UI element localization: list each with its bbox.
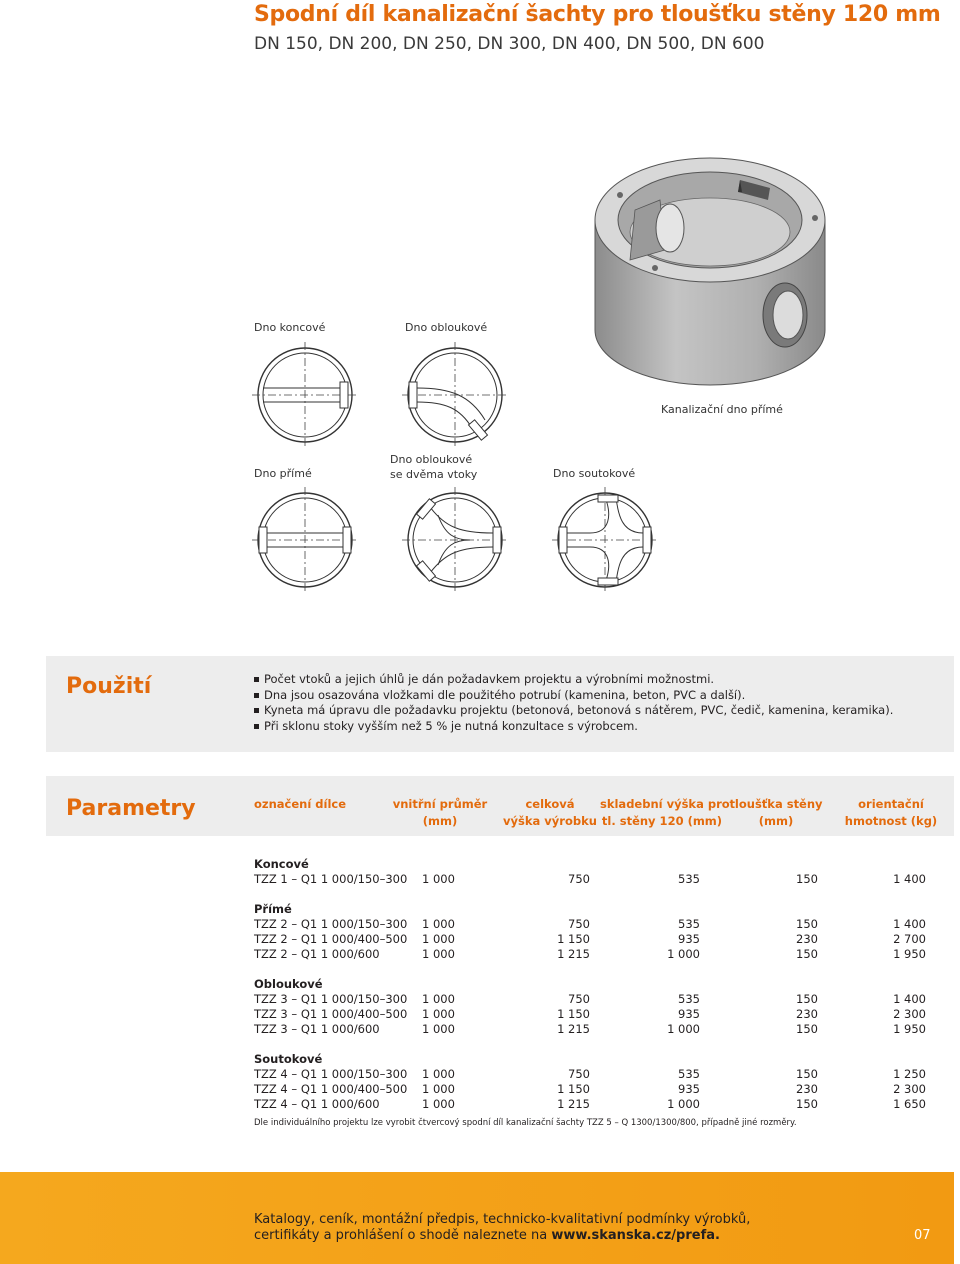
table-row <box>254 992 926 1007</box>
table-cell: TZZ 2 – Q1 1 000/400–500 <box>254 932 408 946</box>
table-cell: 1 400 <box>893 917 926 931</box>
table-cell: TZZ 4 – Q1 1 000/150–300 <box>254 1067 408 1081</box>
caption-kanalizacni-dno-prime: Kanalizační dno přímé <box>661 403 783 416</box>
usage-item: Při sklonu stoky vyšším než 5 % je nutná konzultace s výrobcem. <box>254 719 893 735</box>
caption-dno-obloukove-dva-vtoky <box>390 452 477 482</box>
table-cell: 2 300 <box>893 1007 926 1021</box>
table-group-heading: Koncové <box>254 857 309 871</box>
table-cell: 1 000 <box>422 932 455 946</box>
table-cell: TZZ 3 – Q1 1 000/600 <box>254 1022 380 1036</box>
table-cell: 750 <box>568 917 590 931</box>
table-cell: 150 <box>796 1022 818 1036</box>
table-cell: 535 <box>678 992 700 1006</box>
table-row <box>254 932 926 947</box>
params-table <box>254 857 926 1112</box>
table-cell: 935 <box>678 1007 700 1021</box>
table-cell: 1 650 <box>893 1097 926 1111</box>
table-cell: 1 000 <box>422 1022 455 1036</box>
table-cell: 535 <box>678 872 700 886</box>
table-cell: 1 150 <box>557 1082 590 1096</box>
table-row <box>254 1097 926 1112</box>
table-cell: 1 150 <box>557 932 590 946</box>
table-cell: 1 950 <box>893 947 926 961</box>
column-header-skladebni: skladební výška pro tl. stěny 120 (mm) <box>600 797 730 828</box>
table-cell: 2 700 <box>893 932 926 946</box>
table-cell: 1 400 <box>893 992 926 1006</box>
table-cell: TZZ 2 – Q1 1 000/150–300 <box>254 917 408 931</box>
table-cell: TZZ 1 – Q1 1 000/150–300 <box>254 872 408 886</box>
diagram-dno-obloukove-dva-vtoky <box>400 485 510 595</box>
footer-line-1: Katalogy, ceník, montážní předpis, technicko-kvalitativní podmínky výrobků, <box>254 1212 751 1227</box>
diagram-dno-koncove <box>250 340 360 450</box>
table-cell: TZZ 4 – Q1 1 000/400–500 <box>254 1082 408 1096</box>
usage-item: Počet vtoků a jejich úhlů je dán požadavkem projektu a výrobními možnostmi. <box>254 672 893 688</box>
table-cell: 750 <box>568 872 590 886</box>
group-spacer <box>254 962 323 977</box>
caption-dno-obloukove: Dno obloukové <box>405 321 488 334</box>
column-header-prumer: vnitřní průměr (mm) <box>392 797 488 828</box>
table-cell: 1 000 <box>667 1097 700 1111</box>
footer-line-2: certifikáty a prohlášení o shodě naleznete na www.skanska.cz/prefa. <box>254 1228 720 1243</box>
caption-line-2: se dvěma vtoky <box>390 468 478 481</box>
table-group-heading: Přímé <box>254 902 292 916</box>
diagram-dno-soutokove <box>550 485 660 595</box>
footer-text <box>254 1212 750 1244</box>
column-header-tloustka: tloušťka stěny (mm) <box>729 797 823 828</box>
table-cell: TZZ 2 – Q1 1 000/600 <box>254 947 380 961</box>
table-cell: 1 000 <box>667 1022 700 1036</box>
table-cell: 1 000 <box>422 1067 455 1081</box>
table-cell: 1 215 <box>557 947 590 961</box>
usage-list <box>254 672 893 734</box>
table-cell: 150 <box>796 1097 818 1111</box>
manhole-base-illustration <box>590 140 830 390</box>
table-cell: 750 <box>568 992 590 1006</box>
usage-heading: Použití <box>66 674 152 699</box>
table-cell: 230 <box>796 1082 818 1096</box>
footer-link[interactable]: www.skanska.cz/prefa. <box>551 1228 720 1243</box>
column-header-oznaceni: označení dílce <box>254 797 347 811</box>
caption-dno-soutokove: Dno soutokové <box>553 467 636 480</box>
table-row <box>254 1007 926 1022</box>
table-cell: 150 <box>796 992 818 1006</box>
table-cell: 1 000 <box>422 872 455 886</box>
table-cell: 2 300 <box>893 1082 926 1096</box>
table-cell: 1 000 <box>667 947 700 961</box>
column-header-hmotnost: orientační hmotnost (kg) <box>844 797 938 828</box>
table-group-heading: Obloukové <box>254 977 323 991</box>
page-subtitle: DN 150, DN 200, DN 250, DN 300, DN 400, DN 500, DN 600 <box>254 34 765 54</box>
table-row <box>254 947 926 962</box>
diagram-dno-obloukove <box>400 340 510 450</box>
table-row <box>254 917 926 932</box>
caption-line-1: Dno obloukové <box>390 453 473 466</box>
table-cell: 1 000 <box>422 1097 455 1111</box>
table-row <box>254 1082 926 1097</box>
table-cell: 935 <box>678 1082 700 1096</box>
table-cell: 150 <box>796 1067 818 1081</box>
page-title: Spodní díl kanalizační šachty pro tloušťku stěny 120 mm <box>254 2 941 27</box>
table-cell: 1 215 <box>557 1097 590 1111</box>
column-header-vyska: celková výška výrobku <box>503 797 597 828</box>
table-cell: 1 000 <box>422 992 455 1006</box>
table-cell: 1 400 <box>893 872 926 886</box>
table-cell: 1 950 <box>893 1022 926 1036</box>
table-cell: 230 <box>796 1007 818 1021</box>
table-cell: TZZ 4 – Q1 1 000/600 <box>254 1097 380 1111</box>
table-cell: 750 <box>568 1067 590 1081</box>
table-cell: 1 150 <box>557 1007 590 1021</box>
caption-dno-prime: Dno přímé <box>254 467 312 480</box>
table-group-heading: Soutokové <box>254 1052 323 1066</box>
table-cell: 230 <box>796 932 818 946</box>
table-cell: 1 000 <box>422 917 455 931</box>
table-cell: 150 <box>796 947 818 961</box>
table-cell: TZZ 3 – Q1 1 000/150–300 <box>254 992 408 1006</box>
table-cell: 535 <box>678 917 700 931</box>
footer-band <box>0 1172 954 1264</box>
table-row <box>254 1067 926 1082</box>
table-cell: 535 <box>678 1067 700 1081</box>
diagram-dno-prime <box>250 485 360 595</box>
table-cell: 1 215 <box>557 1022 590 1036</box>
table-cell: 150 <box>796 872 818 886</box>
table-cell: TZZ 3 – Q1 1 000/400–500 <box>254 1007 408 1021</box>
page-number: 07 <box>914 1228 931 1243</box>
table-cell: 1 000 <box>422 1007 455 1021</box>
params-header-band <box>46 776 954 836</box>
usage-section <box>46 656 954 752</box>
table-cell: 150 <box>796 917 818 931</box>
caption-dno-koncove: Dno koncové <box>254 321 326 334</box>
usage-item: Dna jsou osazována vložkami dle použitého potrubí (kamenina, beton, PVC a další). <box>254 688 893 704</box>
group-spacer <box>254 887 323 902</box>
params-note: Dle individuálního projektu lze vyrobit čtvercový spodní díl kanalizační šachty TZZ 5 – Q 1300/1300/800, případně jiné rozměry. <box>254 1118 797 1128</box>
table-cell: 935 <box>678 932 700 946</box>
group-spacer <box>254 1037 323 1052</box>
table-cell: 1 250 <box>893 1067 926 1081</box>
table-row <box>254 1022 926 1037</box>
usage-item: Kyneta má úpravu dle požadavku projektu (betonová, betonová s nátěrem, PVC, čedič, kamenina, keramika). <box>254 703 893 719</box>
table-cell: 1 000 <box>422 1082 455 1096</box>
table-cell: 1 000 <box>422 947 455 961</box>
table-row <box>254 872 926 887</box>
params-heading: Parametry <box>66 796 196 821</box>
